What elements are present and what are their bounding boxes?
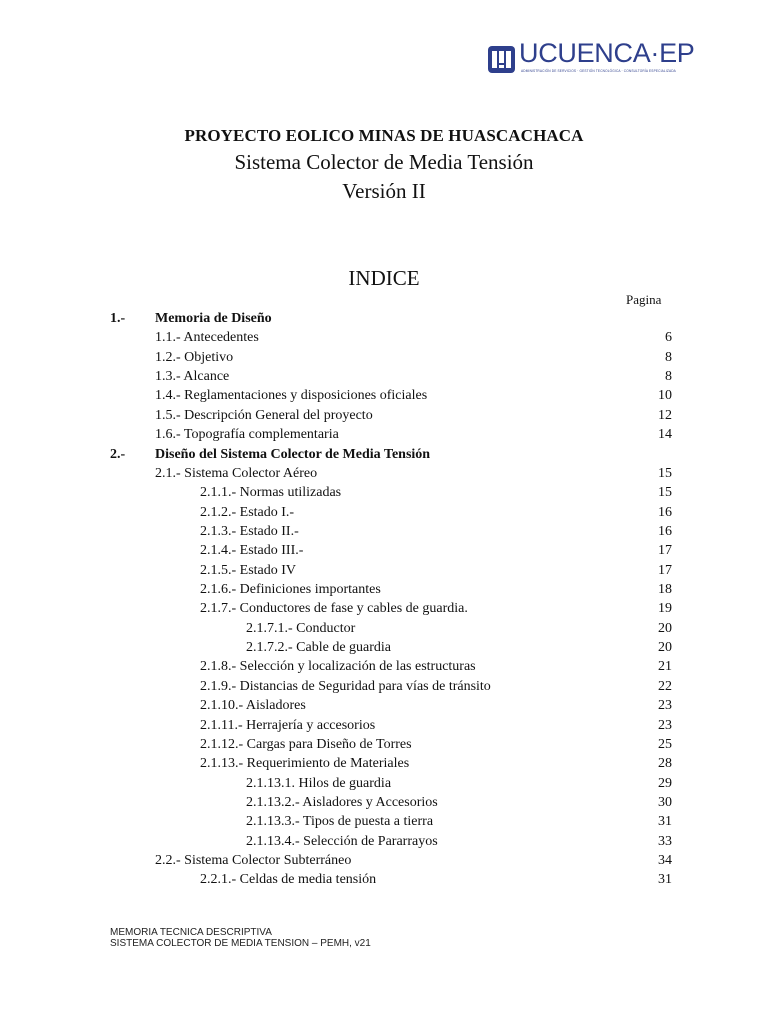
- toc-entry-label: 2.2.1.- Celdas de media tensión: [200, 872, 377, 888]
- toc-page-number: 14: [658, 427, 672, 443]
- toc-page-number: 15: [658, 485, 672, 501]
- toc-entry-label: 1.1.- Antecedentes: [155, 330, 259, 346]
- toc-page-number: 22: [658, 678, 672, 694]
- toc-entry: [0, 483, 768, 502]
- toc-entry-label: 2.1.13.4.- Selección de Pararrayos: [246, 833, 438, 849]
- toc-entry: [0, 812, 768, 831]
- toc-entry-label: 2.1.6.- Definiciones importantes: [200, 582, 381, 598]
- toc-entry: [0, 735, 768, 754]
- toc-section-number: 2.-: [110, 446, 126, 462]
- toc-entry: [0, 541, 768, 560]
- toc-entry: [0, 677, 768, 696]
- toc-page-number: 34: [658, 853, 672, 869]
- toc-entry: [0, 561, 768, 580]
- version-label: Versión II: [342, 179, 426, 203]
- toc-entry: [0, 367, 768, 386]
- toc-page-number: 18: [658, 582, 672, 598]
- system-subtitle: Sistema Colector de Media Tensión: [234, 150, 534, 174]
- toc-entry-label: 2.1.2.- Estado I.-: [200, 504, 295, 520]
- toc-entry-label: 2.1.7.1.- Conductor: [246, 620, 356, 636]
- toc-page-number: 33: [658, 833, 672, 849]
- toc-page-number: 25: [658, 736, 672, 752]
- toc-entry: [0, 716, 768, 735]
- toc-entry: [0, 696, 768, 715]
- toc-page-number: 8: [665, 369, 672, 385]
- toc-page-number: 20: [658, 640, 672, 656]
- toc-page-number: 29: [658, 775, 672, 791]
- toc-entry-label: 2.1.7.- Conductores de fase y cables de guardia.: [200, 601, 468, 617]
- toc-entry-label: 2.2.- Sistema Colector Subterráneo: [155, 853, 352, 869]
- toc-page-number: 20: [658, 620, 672, 636]
- toc-entry: [0, 657, 768, 676]
- toc-page-number: 21: [658, 659, 672, 675]
- footer-line-1: MEMORIA TECNICA DESCRIPTIVA: [110, 927, 272, 938]
- toc-section: [0, 445, 768, 464]
- toc-entry: [0, 832, 768, 851]
- toc-entry-label: 2.1.11.- Herrajería y accesorios: [200, 717, 376, 733]
- toc-entry-label: 2.1.8.- Selección y localización de las estructuras: [200, 659, 476, 675]
- toc-entry: [0, 425, 768, 444]
- toc-page-number: 31: [658, 872, 672, 888]
- toc-page-number: 17: [658, 562, 672, 578]
- toc-entry: [0, 774, 768, 793]
- toc-entry: [0, 406, 768, 425]
- toc-entry-label: 2.1.1.- Normas utilizadas: [200, 485, 342, 501]
- toc-entry-label: 2.1.13.1. Hilos de guardia: [246, 775, 392, 791]
- toc-page-number: 10: [658, 388, 672, 404]
- toc-entry-label: 1.2.- Objetivo: [155, 349, 234, 365]
- toc-page-number: 23: [658, 698, 672, 714]
- toc-entry-label: 2.1.13.3.- Tipos de puesta a tierra: [246, 814, 434, 830]
- toc-page-number: 17: [658, 543, 672, 559]
- toc-entry: [0, 503, 768, 522]
- ucuenca-logo-icon: [488, 46, 515, 73]
- toc-entry-label: Diseño del Sistema Colector de Media Tensión: [155, 446, 431, 462]
- toc-section: [0, 309, 768, 328]
- toc-entry-label: 2.1.9.- Distancias de Seguridad para vías de tránsito: [200, 678, 491, 694]
- toc-entry: [0, 580, 768, 599]
- toc-entry-label: 2.1.3.- Estado II.-: [200, 523, 299, 539]
- toc-entry: [0, 638, 768, 657]
- toc-entry-label: 1.5.- Descripción General del proyecto: [155, 407, 373, 423]
- toc-page-number: 12: [658, 407, 672, 423]
- toc-entry-label: 2.1.5.- Estado IV: [200, 562, 297, 578]
- toc-entry-label: 2.1.12.- Cargas para Diseño de Torres: [200, 736, 412, 752]
- toc-entry: [0, 599, 768, 618]
- toc-page-number: 28: [658, 756, 672, 772]
- toc-entry-label: 1.4.- Reglamentaciones y disposiciones oficiales: [155, 388, 428, 404]
- toc-page-number: 31: [658, 814, 672, 830]
- toc-section-number: 1.-: [110, 311, 126, 326]
- toc-page-number: 30: [658, 794, 672, 810]
- toc-entry-label: 2.1.13.- Requerimiento de Materiales: [200, 756, 410, 772]
- toc-page-number: 23: [658, 717, 672, 733]
- toc-entry: [0, 754, 768, 773]
- toc-entry-label: 2.1.- Sistema Colector Aéreo: [155, 465, 318, 481]
- toc-entry: [0, 851, 768, 870]
- toc-page-number: 8: [665, 349, 672, 365]
- toc-entry-label: 2.1.13.2.- Aisladores y Accesorios: [246, 794, 438, 810]
- toc-entry: [0, 619, 768, 638]
- toc-entry: [0, 464, 768, 483]
- logo-tagline: ADMINISTRACIÓN DE SERVICIOS · GESTIÓN TECNOLÓGICA · CONSULTORÍA ESPECIALIZADA: [521, 69, 676, 73]
- toc-entry-label: 2.1.10.- Aisladores: [200, 698, 306, 714]
- toc-entry-label: 2.1.4.- Estado III.-: [200, 543, 304, 559]
- index-title: INDICE: [348, 266, 420, 290]
- toc-page-number: 19: [658, 601, 672, 617]
- toc-entry: [0, 793, 768, 812]
- table-of-contents: [0, 309, 768, 890]
- toc-page-number: 16: [658, 523, 672, 539]
- toc-entry: [0, 522, 768, 541]
- toc-page-number: 15: [658, 465, 672, 481]
- project-title: PROYECTO EOLICO MINAS DE HUASCACHACA: [184, 126, 584, 145]
- toc-entry: [0, 870, 768, 889]
- toc-entry-label: 2.1.7.2.- Cable de guardia: [246, 640, 392, 656]
- toc-entry-label: 1.6.- Topografía complementaria: [155, 427, 339, 443]
- toc-entry: [0, 386, 768, 405]
- logo-wordmark: UCUENCA·EP: [519, 38, 695, 68]
- page-column-header: Pagina: [626, 292, 662, 307]
- toc-page-number: 16: [658, 504, 672, 520]
- toc-page-number: 6: [665, 330, 672, 346]
- toc-entry: [0, 328, 768, 347]
- toc-entry: [0, 348, 768, 367]
- page-footer: [110, 927, 371, 949]
- company-logo: [488, 38, 695, 76]
- footer-line-2: SISTEMA COLECTOR DE MEDIA TENSION – PEMH, v21: [110, 938, 371, 949]
- toc-entry-label: 1.3.- Alcance: [155, 369, 230, 385]
- toc-entry-label: Memoria de Diseño: [155, 311, 272, 326]
